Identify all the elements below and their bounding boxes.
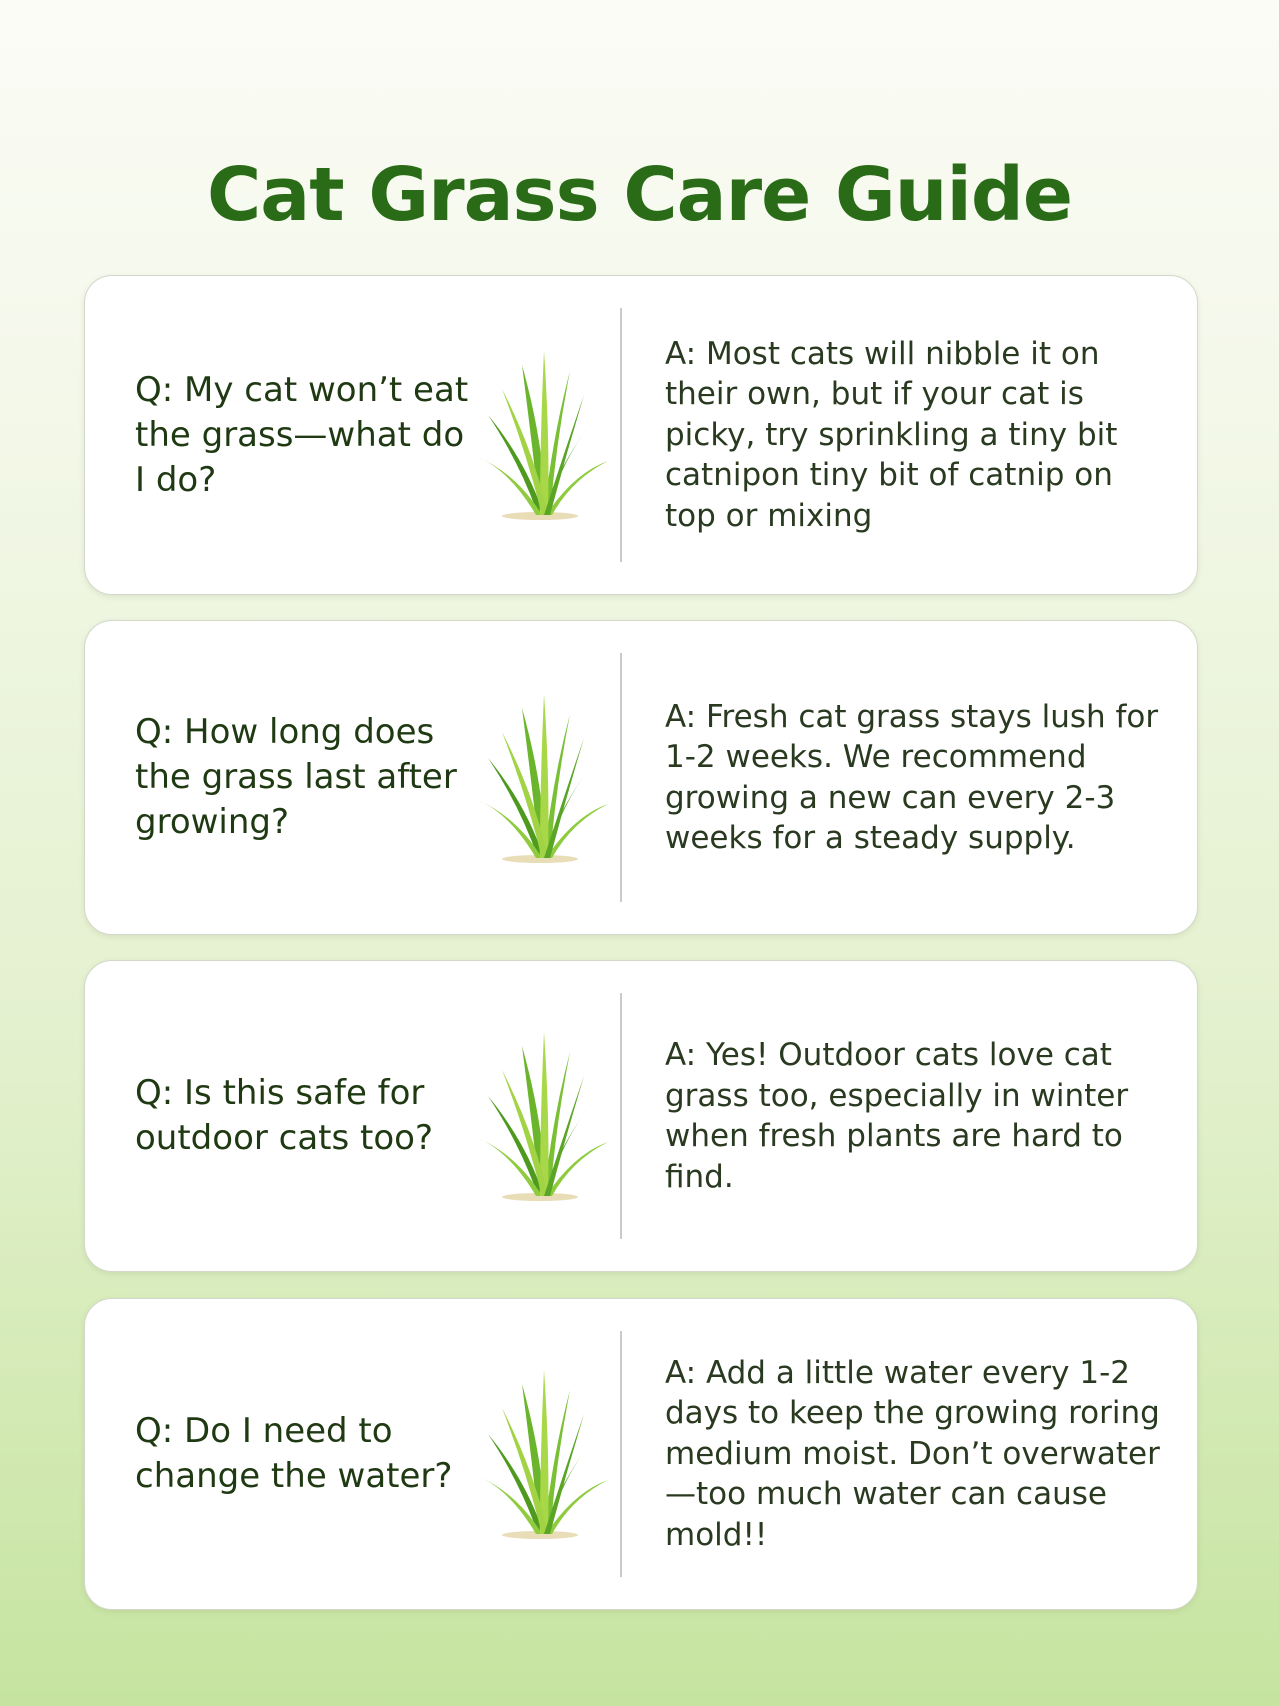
faq-question: Q: Is this safe for outdoor cats too? [135,1073,434,1158]
divider [620,993,622,1239]
faq-card-3 [84,960,1198,1272]
faq-answer: A: Fresh cat grass stays lush for 1-2 weeks. We recommend growing a new can every 2-3 weeks for a steady supply. [665,698,1159,856]
divider [620,308,622,562]
grass-icon [460,343,620,528]
faq-answer: A: Most cats will nibble it on their own, but if your cat is picky, try sprinkling a tiny bit catnipon tiny bit of catnip on top or mixing [665,335,1118,534]
divider [620,653,622,902]
divider [620,1331,622,1577]
faq-card-1 [84,275,1198,595]
page-title: Cat Grass Care Guide [206,151,1073,238]
faq-card-4 [84,1298,1198,1610]
faq-question: Q: Do I need to change the water? [135,1411,453,1496]
grass-icon [460,1362,620,1547]
faq-question: Q: How long does the grass last after growing? [135,712,457,842]
faq-answer: A: Yes! Outdoor cats love cat grass too, especially in winter when fresh plants are hard to find. [665,1037,1129,1195]
faq-question: Q: My cat won’t eat the grass—what do I do? [135,369,469,500]
grass-icon [460,686,620,871]
grass-icon [460,1024,620,1209]
faq-answer: A: Add a little water every 1-2 days to keep the growing roring medium moist. Don’t overwater—too much water can cause mold!! [665,1354,1160,1553]
faq-card-2 [84,620,1198,935]
